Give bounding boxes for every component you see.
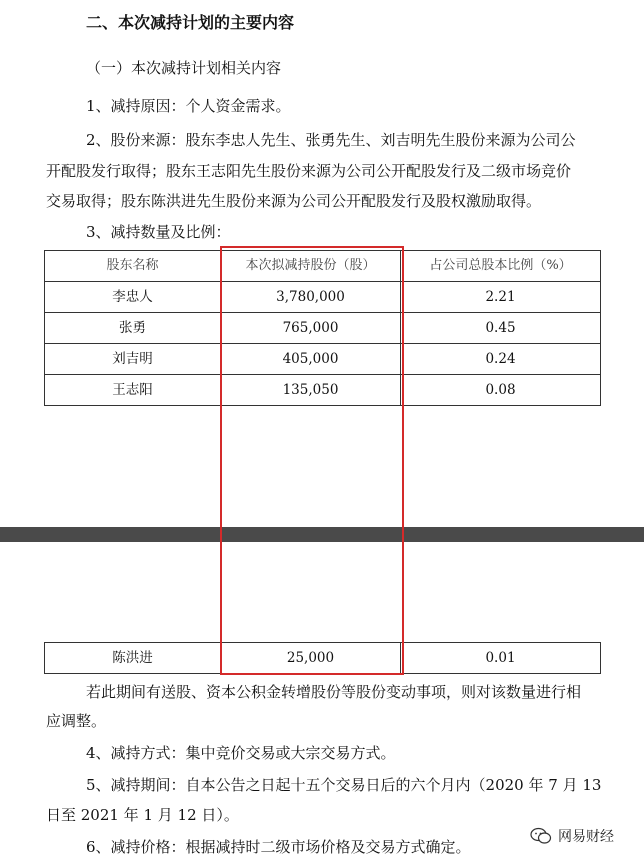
page-separator [0,527,644,542]
table-cell: 3,780,000 [221,282,401,313]
table-header-cell: 本次拟减持股份（股） [221,251,401,282]
table-header-cell: 占公司总股本比例（%） [401,251,601,282]
table-cell: 王志阳 [45,375,221,406]
subsection-title: （一）本次减持计划相关内容 [86,59,282,77]
note-line2: 应调整。 [46,712,107,730]
table-row [45,313,601,344]
note-line1: 若此期间有送股、资本公积金转增股份等股份变动事项，则对该数量进行相 [86,683,582,701]
table-header-cell: 股东名称 [45,251,221,282]
table-cell: 25,000 [221,643,401,674]
item-source-line3: 交易取得；股东陈洪进先生股份来源为公司公开配股发行及股权激励取得。 [46,192,542,210]
table-cell: 刘吉明 [45,344,221,375]
wechat-icon [530,827,552,845]
item-price: 6、减持价格：根据减持时二级市场价格及交易方式确定。 [86,838,471,856]
table-cell: 李忠人 [45,282,221,313]
table-cell: 张勇 [45,313,221,344]
item-method: 4、减持方式：集中竞价交易或大宗交易方式。 [86,744,396,762]
table-cell: 0.01 [401,643,601,674]
section-title: 二、本次减持计划的主要内容 [86,13,295,32]
table-cell: 2.21 [401,282,601,313]
table-cell: 陈洪进 [45,643,221,674]
reduction-table [44,250,601,406]
table-header-row [45,251,601,282]
reduction-table-continued [44,642,601,674]
table-row [45,282,601,313]
watermark [530,826,614,846]
table-row [45,375,601,406]
item-reason: 1、减持原因：个人资金需求。 [86,97,291,115]
item-period-line1: 5、减持期间：自本公告之日起十五个交易日后的六个月内（2020 年 7 月 13 [86,776,602,794]
table-cell: 0.08 [401,375,601,406]
table-row [45,643,601,674]
table-row [45,344,601,375]
item-period-line2: 日至 2021 年 1 月 12 日）。 [46,806,239,824]
item-quantity: 3、减持数量及比例： [86,223,231,241]
item-source-line2: 开配股发行取得；股东王志阳先生股份来源为公司公开配股发行及二级市场竞价 [46,162,572,180]
table-cell: 0.45 [401,313,601,344]
watermark-label: 网易财经 [558,829,614,845]
table-cell: 405,000 [221,344,401,375]
table-cell: 765,000 [221,313,401,344]
table-cell: 0.24 [401,344,601,375]
item-source-line1: 2、股份来源：股东李忠人先生、张勇先生、刘吉明先生股份来源为公司公 [86,131,576,149]
table-cell: 135,050 [221,375,401,406]
